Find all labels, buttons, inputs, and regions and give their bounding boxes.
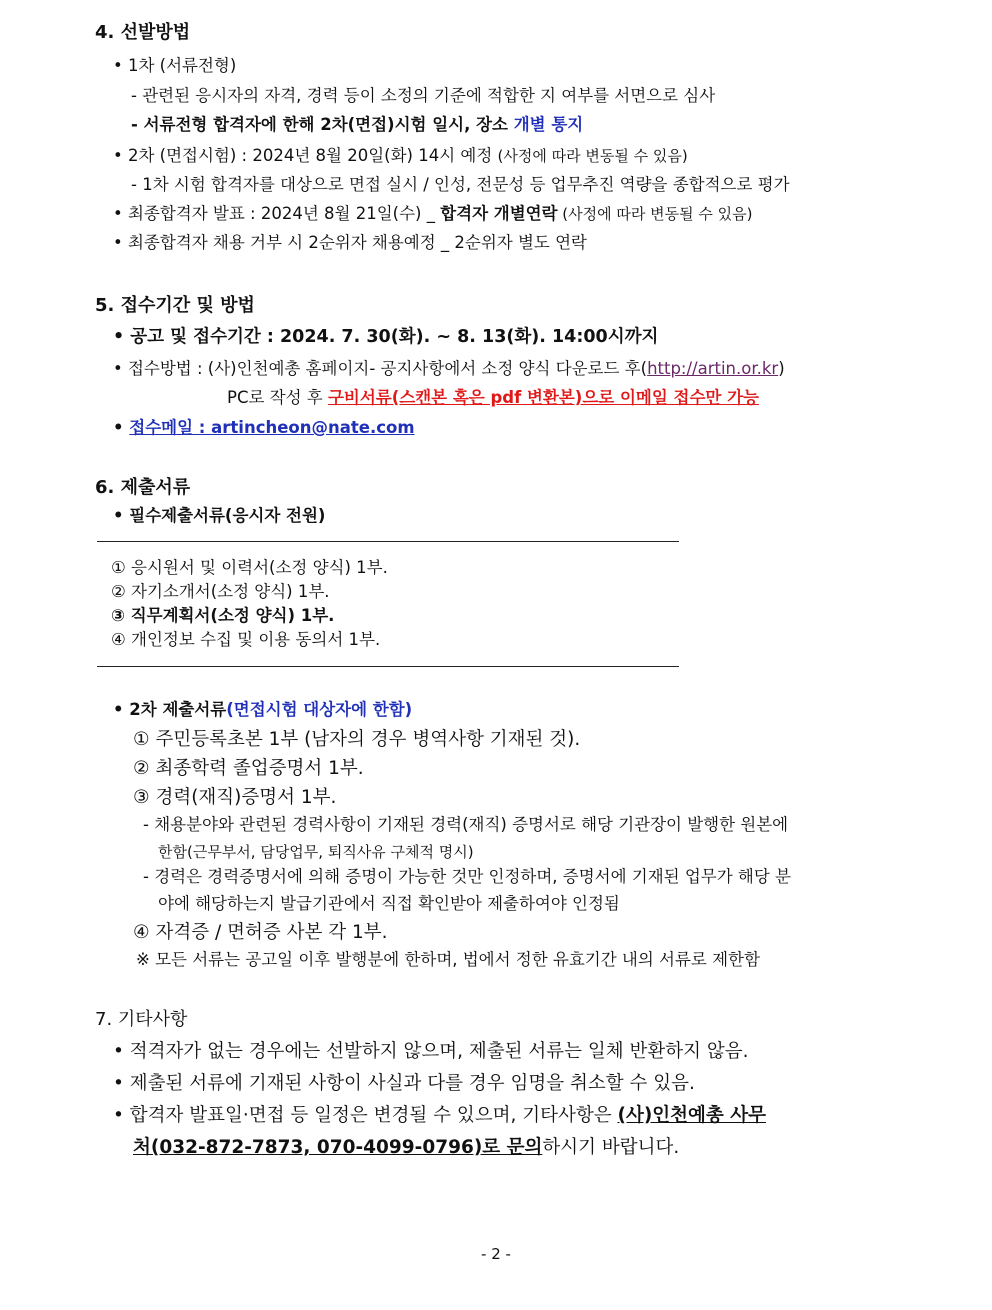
- required-bottom-rule: [97, 666, 679, 667]
- s6-footnote: ※ 모든 서류는 공고일 이후 발행분에 한하며, 법에서 정한 유효기간 내의 서류로 제한함: [136, 950, 760, 969]
- s4-bullet-3: • 최종합격자 발표 : 2024년 8월 21일(수) _ 합격자 개별연락 (사정에 따라 변동될 수 있음): [113, 204, 753, 223]
- s4-bullet-2: • 2차 (면접시험) : 2024년 8월 20일(화) 14시 예정 (사정에 따라 변동될 수 있음): [113, 146, 688, 165]
- s7-item-1: • 적격자가 없는 경우에는 선발하지 않으며, 제출된 서류는 일체 반환하지 않음.: [113, 1041, 749, 1062]
- email-link[interactable]: artincheon@nate.com: [211, 418, 415, 437]
- required-top-rule: [97, 541, 679, 542]
- second-item: ② 최종학력 졸업증명서 1부.: [133, 758, 364, 779]
- note-1-line-2: 한함(근무부서, 담당업무, 퇴직사유 구체적 명시): [158, 843, 474, 861]
- s7-item-3: • 합격자 발표일·면접 등 일정은 변경될 수 있으며, 기타사항은 (사)인천예총 사무: [113, 1105, 766, 1126]
- s6-required-title: • 필수제출서류(응시자 전원): [113, 506, 326, 525]
- second-item: ① 주민등록초본 1부 (남자의 경우 병역사항 기재된 것).: [133, 729, 581, 750]
- s4-b2-detail-1: - 1차 시험 합격자를 대상으로 면접 실시 / 인성, 전문성 등 업무추진 역량을 종합적으로 평가: [131, 175, 790, 194]
- section-4-title: 4. 선발방법: [95, 22, 191, 43]
- second-item-4: ④ 자격증 / 면허증 사본 각 1부.: [133, 922, 388, 943]
- section-7-title: 7. 기타사항: [95, 1009, 188, 1030]
- required-item: ② 자기소개서(소정 양식) 1부.: [111, 582, 330, 601]
- required-item: ③ 직무계획서(소정 양식) 1부.: [111, 606, 335, 625]
- s4-bullet-1: • 1차 (서류전형): [113, 56, 237, 75]
- s5-period: • 공고 및 접수기간 : 2024. 7. 30(화). ~ 8. 13(화). 14:00시까지: [113, 327, 659, 347]
- note-2-line-2: 야에 해당하는지 발급기관에서 직접 확인받아 제출하여야 인정됨: [158, 894, 620, 913]
- section-5-title: 5. 접수기간 및 방법: [95, 295, 255, 316]
- s5-method-line2: PC로 작성 후 구비서류(스캔본 혹은 pdf 변환본)으로 이메일 접수만 가능: [227, 388, 759, 407]
- required-item: ④ 개인정보 수집 및 이용 동의서 1부.: [111, 630, 381, 649]
- homepage-link[interactable]: http://artin.or.kr: [647, 359, 779, 378]
- s4-bullet-4: • 최종합격자 채용 거부 시 2순위자 채용예정 _ 2순위자 별도 연락: [113, 233, 587, 252]
- second-item: ③ 경력(재직)증명서 1부.: [133, 787, 337, 808]
- s4-b1-detail-1: - 관련된 응시자의 자격, 경력 등이 소정의 기준에 적합한 지 여부를 서면으로 심사: [131, 86, 716, 105]
- section-6-title: 6. 제출서류: [95, 477, 191, 498]
- s7-item-2: • 제출된 서류에 기재된 사항이 사실과 다를 경우 임명을 취소할 수 있음.: [113, 1073, 695, 1094]
- s5-email: • 접수메일 : artincheon@nate.com: [113, 418, 415, 437]
- s5-method: • 접수방법 : (사)인천예총 홈페이지- 공지사항에서 소정 양식 다운로드 후(http://artin.or.kr): [113, 359, 785, 378]
- note-1-line-1: - 채용분야와 관련된 경력사항이 기재된 경력(재직) 증명서로 해당 기관장이 발행한 원본에: [143, 815, 789, 834]
- s6-second-title: • 2차 제출서류(면접시험 대상자에 한함): [113, 700, 413, 719]
- note-2-line-1: - 경력은 경력증명서에 의해 증명이 가능한 것만 인정하며, 증명서에 기재된 업무가 해당 분: [143, 867, 791, 886]
- s7-item-3-line2: 처(032-872-7873, 070-4099-0796)로 문의하시기 바랍니다.: [133, 1137, 680, 1158]
- page-number: - 2 -: [481, 1245, 511, 1263]
- s4-b1-detail-2: - 서류전형 합격자에 한해 2차(면접)시험 일시, 장소 개별 통지: [131, 115, 584, 134]
- required-item: ① 응시원서 및 이력서(소정 양식) 1부.: [111, 558, 388, 577]
